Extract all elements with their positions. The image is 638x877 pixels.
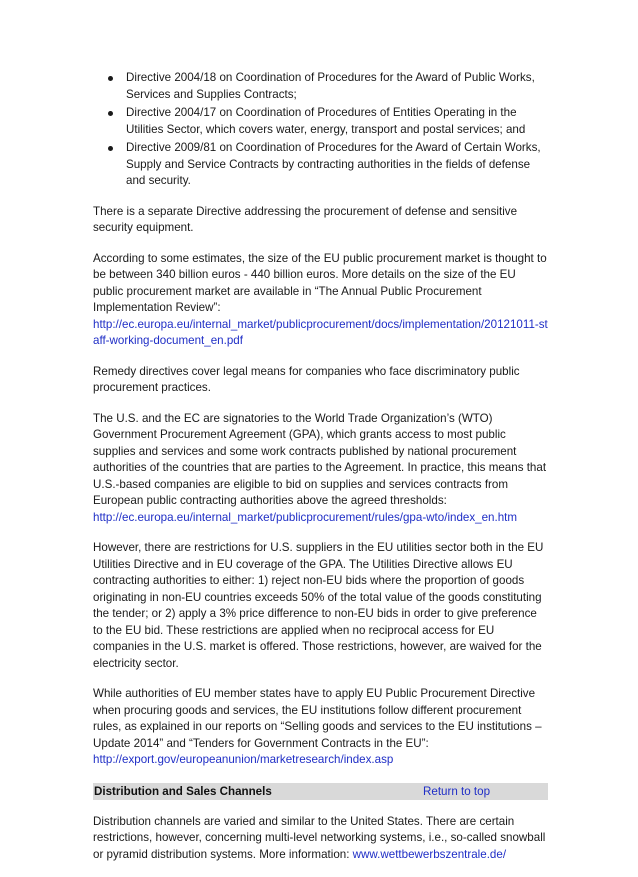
section-title: Distribution and Sales Channels (94, 784, 272, 798)
market-research-link[interactable]: http://export.gov/europeanunion/marketresearch/index.asp (93, 753, 394, 766)
paragraph-defense: There is a separate Directive addressing the procurement of defense and sensitive security equipment. (93, 204, 518, 234)
paragraph-remedy: Remedy directives cover legal means for companies who face discriminatory public procurement practices. (93, 364, 520, 394)
list-item: Directive 2004/17 on Coordination of Procedures of Entities Operating in the Utilities Sector, which covers water, energy, transport and postal services; and (93, 105, 548, 138)
gpa-wto-link[interactable]: http://ec.europa.eu/internal_market/publicprocurement/rules/gpa-wto/index_en.htm (93, 510, 518, 524)
return-to-top-link[interactable]: Return to top (423, 784, 491, 798)
paragraph-distribution: Distribution channels are varied and similar to the United States. There are certain restrictions, however, concerning multi-level networking systems, i.e., so-called snowball or pyramid distribution systems. More information: www.wettbewerbszentrale.de/ (93, 814, 546, 861)
paragraph-utilities-restrictions: However, there are restrictions for U.S. suppliers in the EU utilities sector both in the EU Utilities Directive and in EU coverage of the GPA. The Utilities Directive allows EU contracting authorities to either: 1) reject non-EU bids where the proportion of goods originating in non-EU countries exceeds 50% of the total value of the goods constituting the tender; or 2) apply a 3% price difference to non-EU bids in order to give preference to the EU bid. These restrictions are applied when no reciprocal access for EU companies in the U.S. market is offered. Those restrictions, however, are waived for the electricity sector. (93, 541, 544, 670)
bullet-icon (108, 76, 113, 81)
wettbewerbszentrale-link[interactable]: www.wettbewerbszentrale.de/ (352, 847, 507, 861)
document-body (93, 70, 548, 877)
bullet-icon (108, 146, 113, 151)
paragraph-market-size: According to some estimates, the size of the EU public procurement market is thought to be between 340 billion euros - 440 billion euros. More details on the size of the EU public procurement market are available in “The Annual Public Procurement Implementation Review”: http://ec.europa.eu/internal_market/publicprocurement/docs/implementation/20121011-staff-working-document_en.pdf (93, 251, 548, 347)
section-header-distribution (93, 783, 548, 800)
list-item: Directive 2004/18 on Coordination of Procedures for the Award of Public Works, Services and Supplies Contracts; (93, 70, 548, 103)
list-item: Directive 2009/81 on Coordination of Procedures for the Award of Certain Works, Supply and Service Contracts by contracting authorities in the fields of defense and security. (93, 140, 548, 190)
directive-list (93, 70, 548, 190)
paragraph-eu-institutions: While authorities of EU member states have to apply EU Public Procurement Directive when procuring goods and services, the EU institutions follow different procurement rules, as explained in our reports on “Selling goods and services to the EU institutions – Update 2014” and “Tenders for Government Contracts in the EU”: http://export.gov/europeanunion/marketresearch/index.asp (93, 687, 542, 766)
paragraph-wto-gpa: The U.S. and the EC are signatories to the World Trade Organization’s (WTO) Government Procurement Agreement (GPA), which grants access to most public supplies and services and some work contracts published by national procurement authorities of the countries that are parties to the Agreement. In practice, this means that U.S.-based companies are eligible to bid on supplies and services contracts from European public contracting authorities above the agreed thresholds: http://ec.europa.eu/internal_market/publicprocurement/rules/gpa-wto/index_en.htm (93, 411, 547, 524)
implementation-review-link[interactable]: http://ec.europa.eu/internal_market/publicprocurement/docs/implementation/20121011-staff-working-document_en.pdf (93, 317, 548, 347)
bullet-icon (108, 111, 113, 116)
